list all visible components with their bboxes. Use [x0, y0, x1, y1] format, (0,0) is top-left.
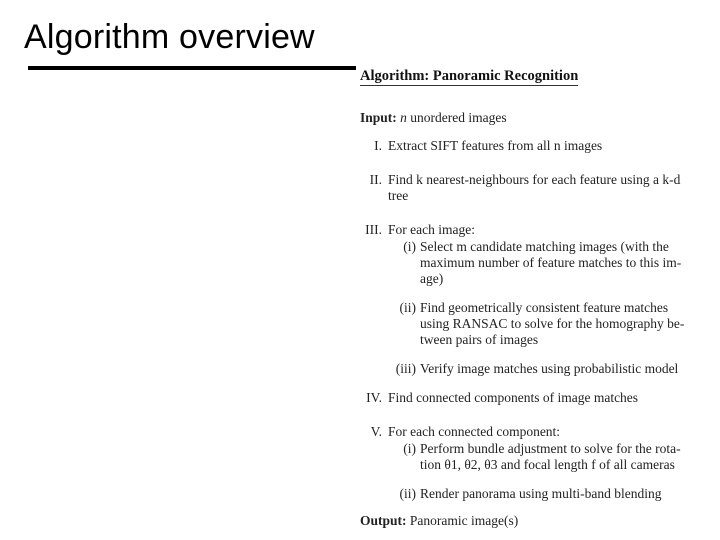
step-text: Find k nearest-neighbours for each feature using a k-d [388, 172, 681, 187]
substep-text: maximum number of feature matches to this im- [420, 255, 682, 270]
substep-number: (ii) [399, 300, 416, 315]
substep-text: Verify image matches using probabilistic model [420, 361, 679, 376]
step-number: II. [369, 172, 382, 187]
substep-text: age) [420, 271, 444, 286]
substep-text: Find geometrically consistent feature matches [420, 300, 669, 315]
substep-text: Select m candidate matching images (with the [420, 239, 669, 254]
substep-text: using RANSAC to solve for the homography be- [420, 316, 685, 331]
step-number: V. [370, 424, 382, 439]
step-text: Find connected components of image matches [388, 390, 639, 405]
algorithm-box [352, 60, 712, 536]
substep-text: Render panorama using multi-band blending [420, 486, 662, 501]
output-line [360, 513, 518, 529]
slide-title: Algorithm overview [24, 18, 315, 56]
substep-text: tween pairs of images [420, 332, 539, 347]
step-number: IV. [366, 390, 382, 405]
step-text: For each image: [388, 222, 475, 237]
substep-number: (i) [403, 441, 416, 456]
algorithm-heading: Algorithm: Panoramic Recognition [360, 68, 579, 84]
substep-text: tion θ1, θ2, θ3 and focal length f of all cameras [420, 457, 675, 472]
input-label: Input: [360, 110, 397, 125]
substep-text: Perform bundle adjustment to solve for the rota- [420, 441, 681, 456]
input-line [360, 110, 507, 126]
step-text: For each connected component: [388, 424, 561, 439]
input-variable: n [400, 110, 407, 125]
output-text: Panoramic image(s) [409, 513, 519, 528]
substep-number: (iii) [395, 361, 416, 376]
step-number: I. [374, 138, 382, 153]
output-label: Output: [360, 513, 407, 528]
step-text: Extract SIFT features from all n images [388, 138, 603, 153]
substep-number: (i) [403, 239, 416, 254]
substep-number: (ii) [399, 486, 416, 501]
step-text: tree [388, 188, 409, 203]
title-underline [28, 66, 356, 70]
step-number: III. [365, 222, 382, 237]
input-text: unordered images [410, 110, 507, 125]
